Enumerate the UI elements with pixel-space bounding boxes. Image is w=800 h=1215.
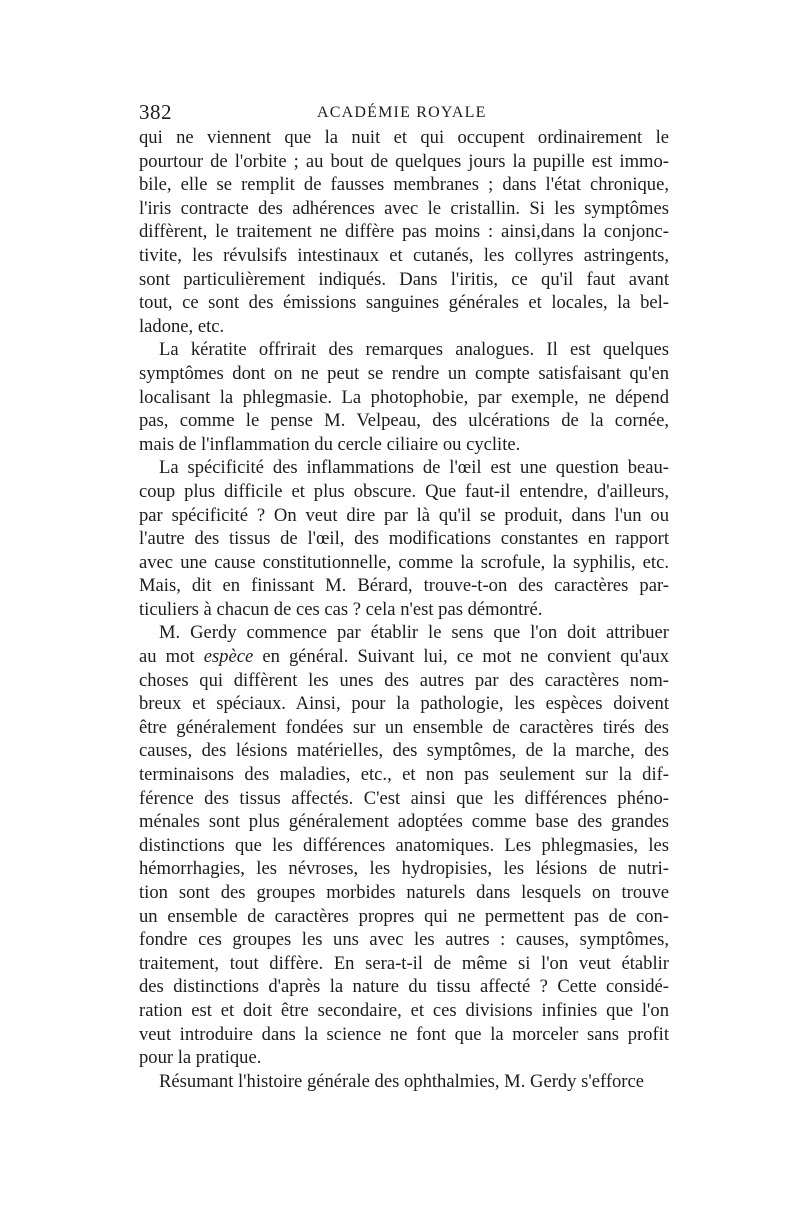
paragraph	[139, 126, 669, 338]
text-line: localisant la phlegmasie. La photophobie, par exemple, ne dépend	[139, 386, 669, 408]
text-line: diffèrent, le traitement ne diffère pas moins : ainsi,dans la conjonc-	[139, 221, 669, 243]
body-text	[139, 126, 669, 1093]
paragraph	[139, 456, 669, 621]
text-line: l'iris contracte des adhérences avec le cristallin. Si les symptômes	[139, 197, 669, 219]
text-line: pas, comme le pense M. Velpeau, des ulcérations de la cornée,	[139, 410, 669, 432]
text-line: fondre ces groupes les uns avec les autres : causes, symptômes,	[139, 929, 669, 951]
text-line: qui ne viennent que la nuit et qui occupent ordinairement le	[139, 127, 669, 148]
text-line: Mais, dit en finissant M. Bérard, trouve-t-on des caractères par-	[139, 575, 669, 597]
text-line: hémorrhagies, les névroses, les hydropisies, les lésions de nutri-	[139, 858, 669, 880]
paragraph	[139, 1070, 669, 1094]
text-line: choses qui diffèrent les unes des autres par des caractères nom-	[139, 669, 669, 691]
paragraph	[139, 338, 669, 456]
text-line: un ensemble de caractères propres qui ne permettent pas de con-	[139, 905, 669, 927]
text-line: tivite, les révulsifs intestinaux et cutanés, les collyres astringents,	[139, 244, 669, 266]
text-line: La spécificité des inflammations de l'œil est une question beau-	[159, 457, 669, 479]
text-line: ménales sont plus généralement adoptées comme base des grandes	[139, 811, 669, 833]
text-line: distinctions que les différences anatomiques. Les phlegmasies, les	[139, 834, 669, 856]
text-line: ladone, etc.	[139, 315, 225, 337]
text-line: pourtour de l'orbite ; au bout de quelques jours la pupille est immo-	[139, 150, 669, 172]
text-line: bile, elle se remplit de fausses membranes ; dans l'état chronique,	[139, 174, 669, 196]
text-line: veut introduire dans la science ne font que la morceler sans profit	[139, 1023, 669, 1045]
text-line: avec une cause constitutionnelle, comme la scrofule, la syphilis, etc.	[139, 551, 669, 573]
text-line: être généralement fondées sur un ensemble de caractères tirés des	[139, 716, 669, 738]
text-line: M. Gerdy commence par établir le sens que l'on doit attribuer	[159, 622, 669, 644]
text-line: des distinctions d'après la nature du tissu affecté ? Cette considé-	[139, 976, 669, 998]
text-line: coup plus difficile et plus obscure. Que faut-il entendre, d'ailleurs,	[139, 480, 669, 502]
text-line: sont particulièrement indiqués. Dans l'iritis, ce qu'il faut avant	[139, 268, 669, 290]
text-line: mais de l'inflammation du cercle ciliaire ou cyclite.	[139, 433, 521, 455]
text-line: par spécificité ? On veut dire par là qu'il se produit, dans l'un ou	[139, 504, 669, 526]
text-line: symptômes dont on ne peut se rendre un compte satisfaisant qu'en	[139, 362, 669, 384]
text-line: pour la pratique.	[139, 1047, 262, 1069]
text-line: tion sont des groupes morbides naturels dans lesquels on trouve	[139, 882, 669, 903]
text-line: tout, ce sont des émissions sanguines générales et locales, la bel-	[139, 292, 669, 314]
text-line: traitement, tout diffère. En sera-t-il de même si l'on veut établir	[139, 952, 669, 974]
text-line: Résumant l'histoire générale des ophthalmies, M. Gerdy s'efforce	[159, 1070, 645, 1092]
text-line: férence des tissus affectés. C'est ainsi que les différences phéno-	[139, 787, 669, 809]
text-line: ration est et doit être secondaire, et ces divisions infinies que l'on	[139, 999, 669, 1021]
paragraph	[139, 621, 669, 1069]
text-line: causes, des lésions matérielles, des symptômes, de la marche, des	[139, 740, 669, 762]
text-line: au mot espèce en général. Suivant lui, ce mot ne convient qu'aux	[139, 646, 669, 668]
text-line: breux et spéciaux. Ainsi, pour la pathologie, les espèces doivent	[139, 693, 669, 715]
text-line: La kératite offrirait des remarques analogues. Il est quelques	[159, 339, 669, 361]
text-line: terminaisons des maladies, etc., et non pas seulement sur la dif-	[139, 764, 669, 786]
text-line: ticuliers à chacun de ces cas ? cela n'est pas démontré.	[139, 598, 543, 620]
running-head: ACADÉMIE ROYALE	[317, 104, 487, 121]
page-header	[139, 99, 669, 125]
text-line: l'autre des tissus de l'œil, des modifications constantes en rapport	[139, 528, 669, 550]
page-number: 382	[139, 100, 172, 124]
